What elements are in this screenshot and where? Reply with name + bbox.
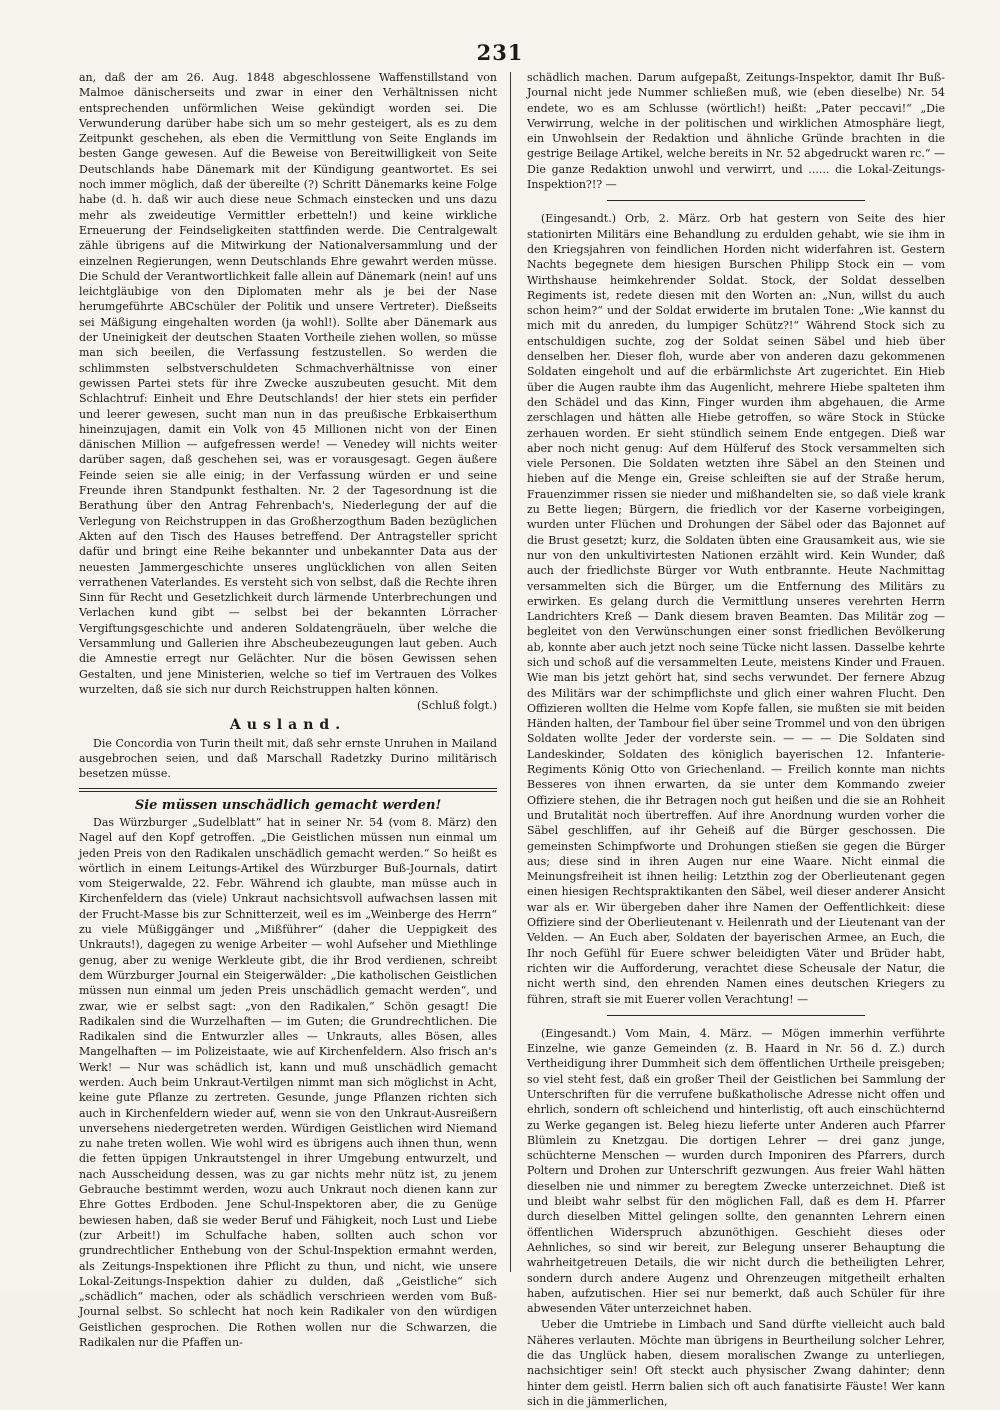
page-number: 231 xyxy=(476,40,524,65)
article-paragraph: Das Würzburger „Sudelblatt“ hat in seiner Nr. 54 (vom 8. März) den Nagel auf den Kopf getroffen. „Die Geistlichen müssen nun einmal um jeden Preis von den Radikalen unschädlich gemacht werden.“ So heißt es wörtlich in einem Leitungs-Artikel des Würzburger Buß-Journals, datirt vom Steigerwalde, 22. Febr. Während ich glaubte, man müsse auch in Kirchenfeldern das (viele) Unkraut nachsichtsvoll aufwachsen lassen mit der Frucht-Masse bis zur Schnitterzeit, weil es im „Weinberge des Herrn“ zu viele Müßiggänger und „Mißführer“ (daher die Ueppigkeit des Unkrauts!), dagegen zu wenige Arbeiter — wohl Aufseher und Miethlinge genug, aber zu wenige Werkleute gibt, die ihr Brod verdienen, schreibt dem Würzburger Journal ein Steigerwälder: „Die katholischen Geistlichen müssen nun einmal um jeden Preis unschädlich gemacht werden“, und zwar, wie er selbst sagt: „von den Radikalen,“ Schön gesagt! Die Radikalen sind die Wurzelhaften — im Guten; die Grundrechtlichen. Die Radikalen sind die Entwurzler alles — Unkrauts, alles Bösen, alles Mangelhaften — im Polizeistaate, wie auf Kirchenfeldern. Also frisch an's Werk! — Nur was schädlich ist, kann und muß unschädlich gemacht werden. Auch beim Unkraut-Vertilgen nimmt man sich möglichst in Acht, keine gute Pflanze zu zertreten. Gesunde, junge Pflanzen richten sich auch in Kirchenfeldern wieder auf, wenn sie von den Unkraut-Ausreißern unversehens niedergetreten werden. Würdigen Geistlichen wird Niemand zu nahe treten wollen. Wie wohl wird es übrigens auch ihnen thun, wenn die fetten üppigen Unkrautstengel in ihrer Umgebung entwurzelt, und nach Ausscheidung dessen, was zu gar nichts mehr nütz ist, zu jenem Gebrauche bestimmt werden, wozu auch Unkraut noch dienen kann zur Ehre Gottes Erdboden. Jene Schul-Inspektoren aber, die zu Genüge bewiesen haben, daß sie weder Beruf und Fähigkeit, noch Lust und Liebe (zur Arbeit!) im Schulfache haben, sollten auch schon vor grundrechtlicher Enthebung von der Schul-Inspektion ermahnt werden, als Zeitungs-Inspektionen ihre Pflicht zu thun, und nicht, wie unsere Lokal-Zeitungs-Inspektion dahier zu dulden, daß „Geistliche“ sich „schädlich“ machen, oder als schädlich verschrieen werden vom Buß-Journal selbst. So schlecht hat noch kein Radikaler von den würdigen Geistlichen gesprochen. Die Rothen wollen nur die Schwarzen, die Radikalen nur die Pfaffen un- xyxy=(79,815,497,1350)
article-vom-main: (Eingesandt.) Vom Main, 4. März. — Mögen immerhin verführte Einzelne, wie ganze Gemeinden (z. B. Haard in Nr. 56 d. Z.) durch Vertheidigung ihrer Dummheit sich dem öffentlichen Urtheile preisgeben; so viel steht fest, daß ein großer Theil der Geistlichen bei Sammlung der Unterschriften für die verrufene bußkatholische Adresse nicht offen und ehrlich, sondern oft schleichend und hinterlistig, oft auch einschüchternd zu Werke gegangen ist. Beleg hiezu lieferte unter Anderen auch Pfarrer Blümlein zu Knetzgau. Die dortigen Lehrer — drei ganz junge, schüchterne Menschen — wurden durch Imponiren des Pfarrers, durch Poltern und Drohen zur Unterschrift gezwungen. Aus freier Wahl hätten dieselben nie und nimmer zu beregtem Zwecke unterzeichnet. Dieß ist und bleibt wahr selbst für den möglichen Fall, daß es dem H. Pfarrer durch dieselben Mittel gelingen sollte, den genannten Lehrern einen öffentlichen Widerspruch abzunöthigen. Geschieht dieses oder Aehnliches, so sind wir bereit, zur Belegung unserer Behauptung die wahrheitgetreuen Details, die wir nicht durch die betheiligten Lehrer, sondern durch andere Augenz und Ohrenzeugen mitgetheilt erhalten haben, aufzutischen. Hier sei nur bemerkt, daß auch Schüler für ihre abwesenden Väter unterzeichnet haben. xyxy=(527,1026,945,1316)
article-title: Sie müssen unschädlich gemacht werden! xyxy=(134,797,442,813)
section-divider xyxy=(79,788,497,792)
left-column xyxy=(79,70,497,1351)
right-column xyxy=(527,70,945,1410)
ausland-paragraph: Die Concordia von Turin theilt mit, daß sehr ernste Unruhen in Mailand ausgebrochen seien, und daß Marschall Radetzky Durino militärisch besetzen müsse. xyxy=(79,736,497,781)
article-orb: (Eingesandt.) Orb, 2. März. Orb hat gestern von Seite des hier stationirten Militärs eine Behandlung zu erdulden gehabt, wie sie ihm in den Kriegsjahren von feindlichen Horden nicht widerfahren ist. Gestern Nachts begegnete dem hiesigen Burschen Philipp Stock ein — vom Wirthshause heimkehrender Soldat. Stock, der Soldat desselben Regiments ist, redete diesen mit den Worten an: „Nun, willst du auch schon heim?“ und der Soldat erwiderte im brutalen Tone: „Wie kannst du mich mit du anreden, du lumpiger Schütz?!“ Während Stock sich zu entschuldigen suchte, zog der Soldat seinen Säbel und hieb über denselben her. Dieser floh, wurde aber von anderen dazu gekommenen Soldaten eingeholt und auf die erbärmlichste Art zugerichtet. Ein Hieb über die Augen raubte ihm das Augenlicht, mehrere Hiebe spalteten ihm den Schädel und das Kinn, Finger wurden ihm abgehauen, die Arme zerschlagen und hätten alle Hiebe getroffen, so wäre Stock in Stücke zerhauen worden. Er sieht stündlich seinem Ende entgegen. Dieß war aber noch nicht genug: Auf dem Hülferuf des Stock versammelten sich viele Personen. Die Soldaten wetzten ihre Säbel an den Steinen und hieben auf die Menge ein, Greise schleiften sie auf der Straße herum, Frauenzimmer rissen sie nieder und mißhandelten sie, so daß viele krank zu Bette liegen; Bürgern, die friedlich vor der Kaserne vorbeigingen, wurden unter Flüchen und Drohungen der Säbel oder das Bajonnet auf die Brust gesetzt; kurz, die Soldaten übten eine Grausamkeit aus, wie sie nur von den unkultivirtesten Nationen erzählt wird. Kein Wunder, daß auch der friedlichste Bürger vor Wuth entbrannte. Heute Nachmittag versammelten sich die Bürger, um die Entfernung des Militärs zu erwirken. Es gelang durch die Vermittlung unseres verehrten Herrn Landrichters Kreß — Dank diesem braven Beamten. Das Militär zog — begleitet von den Verwünschungen einer sonst friedlichen Bevölkerung ab, konnte aber auch jetzt noch seine Tücke nicht lassen. Dasselbe kehrte sich und schoß auf die versammelten Leute, meistens Kinder und Frauen. Wie man bis jetzt gehört hat, sind sechs verwundet. Der fernere Abzug des Militärs war der schimpflichste und glich einer wahren Flucht. Den Offizieren wollten die Helme vom Kopfe fallen, sie mußten sie mit beiden Händen halten, der Tambour fiel über seine Trommel und von den übrigen Soldaten wollte Jeder der vorderste sein. — — — Die Soldaten sind Landeskinder, Soldaten des königlich bayerischen 12. Infanterie-Regiments König Otto von Griechenland. — Freilich konnte man nichts Besseres von ihnen erwarten, da sie unter dem Kommando zweier Offiziere stehen, die ihr Betragen noch gut heißen und die sie an Rohheit und Brutalität noch übertreffen. Auf ihre Anordnung wurden vorher die Säbel geschliffen, auf ihr Geheiß auf die Bürger geschossen. Die gemeinsten Schimpfworte und Drohungen stießen sie gegen die Bürger aus; diese sind in ihren Augen nur eine Waare. Nicht einmal die Meinungsfreiheit ist ihnen heilig: Letzthin zog der Oberlieutenant gegen einen hiesigen Rechtspraktikanten den Säbel, weil dieser anderer Ansicht war als er. Wir übergeben daher ihre Namen der Oeffentlichkeit: diese Offiziere sind der Oberlieutenant v. Heilenrath und der Lieutenant van der Velden. — An Euch aber, Soldaten der bayerischen Armee, an Euch, die Ihr noch Gefühl für Euere schwer beleidigten Väter und Brüder habt, richten wir die Aufforderung, verachtet diese Scheusale der Natur, die nicht werth sind, den ehrenden Namen eines deutschen Kriegers zu führen, straft sie mit Euerer vollen Verachtung! — xyxy=(527,212,945,1006)
article-paragraph: schädlich machen. Darum aufgepaßt, Zeitungs-Inspektor, damit Ihr Buß-Journal nicht jede Nummer schließen muß, wie (eben dieselbe) Nr. 54 endete, wo es am Schlusse (wörtlich!) heißt: „Pater peccavi!“ „Die Verwirrung, welche in der politischen und wirklichen Atmosphäre liegt, ein Unwohlsein der Redaktion und ähnliche Gründe brachten in die gestrige Beilage Artikel, welche bereits in Nr. 52 abgedruckt waren rc.“ — Die ganze Redaktion unwohl und verwirrt, und ...... die Lokal-Zeitungs-Inspektion?!? — xyxy=(527,71,945,192)
article-divider xyxy=(607,1015,865,1016)
continuation-note: (Schluß folgt.) xyxy=(417,699,497,713)
section-heading-ausland: Ausland. xyxy=(229,717,347,734)
article-divider xyxy=(607,200,865,201)
column-divider xyxy=(510,72,511,1272)
article-paragraph: an, daß der am 26. Aug. 1848 abgeschlossene Waffenstillstand von Malmoe dänischerseits und zwar in einer den Verhältnissen nicht entsprechenden unförmlichen Weise gekündigt worden sei. Die Verwunderung darüber habe sich um so mehr gesteigert, als es zu dem Zeitpunkt geschehen, als eben die Vermittlung von Seite Englands im besten Gange gewesen. Auf die Beweise von Bereitwilligkeit von Seite Deutschlands habe Dänemark mit der Kündigung geantwortet. Es sei noch immer möglich, daß der übereilte (?) Schritt Dänemarks keine Folge habe (d. h. daß wir auch diese neue Schmach einstecken und uns dazu mehr als zweideutige Vermittler erbetteln!) und keine wirkliche Erneuerung der Feindseligkeiten stattfinden werde. Die Centralgewalt zähle übrigens auf die Mitwirkung der Nationalversammlung und der einzelnen Regierungen, wenn Deutschlands Ehre gewahrt werden müsse. Die Schuld der Verantwortlichkeit falle allein auf Dänemark (nein! auf uns leichtgläubige von den Diplomaten mehr als je bei der Nase herumgeführte ABCschüler der Politik und unsere Vertreter). Dießseits sei Mäßigung eingehalten worden (ja wohl!). Sollte aber Dänemark aus der Uneinigkeit der deutschen Staaten Vortheile ziehen wollen, so müsse man sich beeilen, die Verfassung festzustellen. So werden die schlimmsten selbstverschuldeten Schmachverhältnisse von einer gewissen Partei stets für ihre Zwecke auszubeuten gesucht. Mit dem Schlachtruf: Einheit und Ehre Deutschlands! der hier stets ein perfider und leerer gewesen, sucht man nun in das preußische Erbkaiserthum hineinzujagen, damit ein Volk von 45 Millionen nicht von der Einen dänischen Million — aufgefressen werde! — Venedey will nichts weiter darüber sagen, daß geschehen sei, was er vorausgesagt. Gegen äußere Feinde seien sie alle einig; in der Verfassung würden er und seine Freunde ihren Standpunkt festhalten. Nr. 2 der Tagesordnung ist die Berathung über den Antrag Fehrenbach's, Niederlegung der auf die Verlegung von Reichstruppen in das Großherzogthum Baden bezüglichen Akten auf den Tisch des Hauses betreffend. Der Antragsteller spricht dafür und bringt eine Reihe bekannter und unbekannter Data aus der neuesten Jammergeschichte unseres unglücklichen von allen Seiten verrathenen Vaterlandes. Es versteht sich von selbst, daß die Rechte ihren Sinn für Recht und Gesetzlichkeit durch lärmende Unterbrechungen und Verlachen kund gibt — selbst bei der bekannten Lörracher Vergiftungsgeschichte und anderen Soldatengräueln, über welche die Versammlung und Gallerien ihre Abscheubezeugungen laut geben. Auch die Amnestie erregt nur Gelächter. Nur die bösen Gewissen sehen Gestalten, und jene Ministerien, welche so tief im Vertrauen des Volkes wurzelten, daß sie sich nur durch Reichstruppen halten können. xyxy=(79,71,497,696)
article-paragraph: Ueber die Umtriebe in Limbach und Sand dürfte vielleicht auch bald Näheres verlauten. Möchte man übrigens in Beurtheilung solcher Lehrer, die das Unglück haben, diesem moralischen Zwange zu unterliegen, nachsichtiger sein! Oft steckt auch physischer Zwang dahinter; denn hinter dem geistl. Herrn balien sich oft auch fanatisirte Fäuste! Wer kann sich in die jämmerlichen, xyxy=(527,1318,945,1408)
